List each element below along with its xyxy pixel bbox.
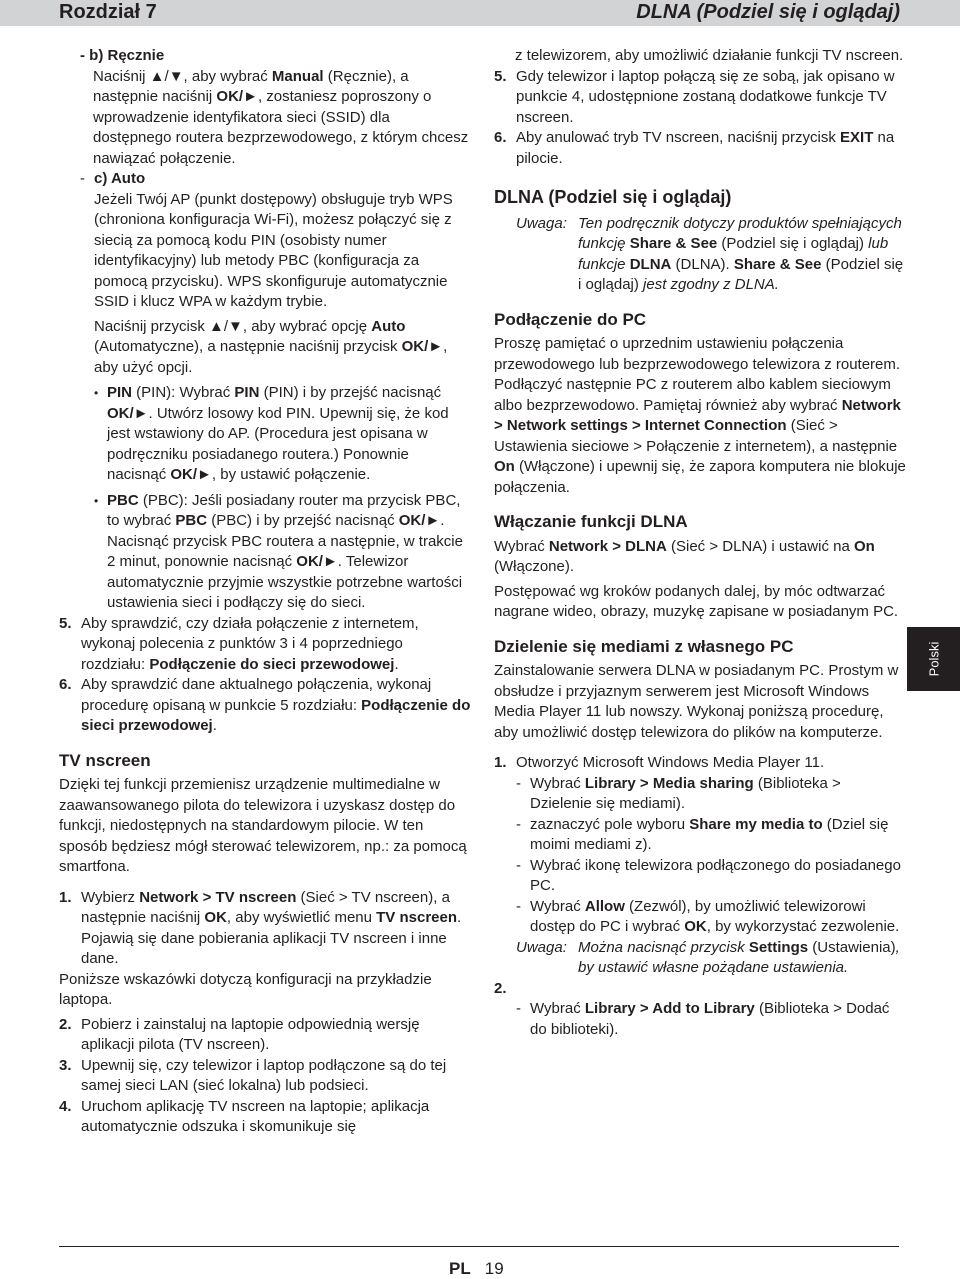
pc-connection-heading: Podłączenie do PC [494,309,647,329]
tv-step-6: 6. Aby anulować tryb TV nscreen, naciśnij przycisk EXIT na pilocie. [494,129,895,167]
step-5: 5. Aby sprawdzić, czy działa połączenie z internetem, wykonaj polecenia z punktów 3 i 4 poprzedniego rozdziału: Podłączenie do sieci przewodowej. [59,614,419,673]
media-sharing-text: Zainstalowanie serwera DLNA w posiadanym PC. Prostym w obsłudze i przyjaznym serwerem jest Microsoft Windows Media Player 11 lub nowszy. Wykonaj poniższą procedurę, aby umożliwić dostęp telewizora do plików na komputerze. [494,662,899,741]
step-c-heading: c) Auto [94,170,146,187]
section-title: DLNA (Podziel się i oglądaj) [636,1,900,23]
share-substep-4: - Wybrać Allow (Zezwól), by umożliwić telewizorowi dostęp do PC i wybrać OK, by wykorzystać zezwolenie. [516,897,900,935]
enable-dlna-text-2: Postępować wg kroków podanych dalej, by móc odtwarzać nagrane wideo, obrazy, muzykę zapisane w posiadanym PC. [494,582,899,620]
step-c-text: Jeżeli Twój AP (punkt dostępowy) obsługuje tryb WPS (chroniona konfiguracja Wi-Fi), możesz połączyć się z siecią za pomocą kodu PIN (osobisty numer identyfikacyjny) lub metody PBC (konfiguracja za pomocą przycisku). WPS skonfiguruje automatycznie SSID i klucz WPA w każdym trybie. [94,190,453,310]
share-step-1: 1. Otworzyć Microsoft Windows Media Player 11. [494,754,825,771]
tv-step-4: 4. Uruchom aplikację TV nscreen na laptopie; aplikacja automatycznie odszuka i skomunikuje się [59,1097,430,1135]
tv-step-1: 1. Wybierz Network > TV nscreen (Sieć > TV nscreen), a następnie naciśnij OK, aby wyświetlić menu TV nscreen. Pojawią się dane pobierania aplikacji TV nscreen i inne dane. [59,888,462,967]
tv-step-2: 2. Pobierz i zainstaluj na laptopie odpowiednią wersję aplikacji pilota (TV nscreen). [59,1015,420,1053]
step-6: 6. Aby sprawdzić dane aktualnego połączenia, wykonaj procedurę opisaną w punkcie 5 rozdziału: Podłączenie do sieci przewodowej. [59,676,471,734]
tips-text: Poniższe wskazówki dotyczą konfiguracji na przykładzie laptopa. [59,970,432,1008]
page-number: 19 [484,1259,504,1278]
pc-connection-text: Proszę pamiętać o uprzednim ustawieniu połączenia przewodowego lub bezprzewodowego telewizora z routerem. Podłączyć następnie PC z routerem albo kablem sieciowym albo bezprzewodowo. Pamiętaj również aby wybrać Network > Network settings > Internet Connection (Sieć > Ustawienia sieciowe > Połączenie z internetem), a następnie On (Włączone) i upewnij się, że zapora komputera nie blokuje połączenia. [494,335,906,496]
footer-language: PL [449,1259,471,1278]
dlna-note: Uwaga: Ten podręcznik dotyczy produktów spełniających funkcję Share & See (Podziel się i oglądaj) lub funkcje DLNA (DLNA). Share & See (Podziel się i oglądaj) jest zgodny z DLNA. [516,214,904,293]
continued-text: z telewizorem, aby umożliwić działanie funkcji TV nscreen. [515,47,904,64]
share-step-2: 2. [494,979,507,997]
tv-nscreen-heading: TV nscreen [59,750,151,770]
language-tab-label: Polski [926,641,941,677]
tv-step-3: 3. Upewnij się, czy telewizor i laptop podłączone są do tej samej sieci LAN (sieć lokalna) lub podsieci. [59,1056,447,1094]
tv-step-5: 5. Gdy telewizor i laptop połączą się ze sobą, jak opisano w punkcie 4, udostępnione zostaną dodatkowe funkcje TV nscreen. [494,67,895,126]
step-b-text: Naciśnij ▲/▼, aby wybrać Manual (Ręcznie), a następnie naciśnij OK/►, zostaniesz poproszony o wprowadzenie identyfikatora sieci (SSID) dla dostępnego routera bezprzewodowego, z którym chcesz nawiązać połączenie. [93,67,469,167]
tv-nscreen-text: Dzięki tej funkcji przemienisz urządzenie multimedialne w zaawansowanego pilota do telewizora i uzyskasz dostęp do funkcji, niedostępnych na standardowym pilocie. W ten sposób będziesz mógł sterować telewizorem, np.: za pomocą smartfona. [59,776,467,875]
step-b-heading: - b) Ręcznie [80,47,165,64]
right-column [494,46,906,1040]
step-c-text-2: Naciśnij przycisk ▲/▼, aby wybrać opcję Auto (Automatyczne), a następnie naciśnij przycisk OK/►, aby użyć opcji. [94,317,448,376]
step-c: - c) Auto [59,169,471,190]
chapter-title: Rozdział 7 [59,1,157,23]
enable-dlna-text: Wybrać Network > DLNA (Sieć > DLNA) i ustawić na On (Włączone). [494,537,875,575]
share-substep-2: - zaznaczyć pole wyboru Share my media to (Dziel się moimi mediami z). [516,815,889,853]
page-footer [449,1259,504,1279]
share-substep-3: - Wybrać ikonę telewizora podłączonego do posiadanego PC. [516,856,901,894]
page-header [0,0,960,26]
dlna-heading: DLNA (Podziel się i oglądaj) [494,187,732,207]
share-substep-1: - Wybrać Library > Media sharing (Biblioteka > Dzielenie się mediami). [516,774,841,812]
enable-dlna-heading: Włączanie funkcji DLNA [494,512,688,531]
pbc-bullet: • PBC (PBC): Jeśli posiadany router ma przycisk PBC, to wybrać PBC (PBC) i by przejść nacisnąć OK/►. Nacisnąć przycisk PBC routera a następnie, w trakcie 2 minut, ponownie nacisnąć OK/►. Telewizor automatycznie przyjmie wszystkie potrzebne wartości ustawienia sieci i podłączy się do sieci. [94,491,463,611]
pin-bullet: • PIN (PIN): Wybrać PIN (PIN) i by przejść nacisnąć OK/►. Utwórz losowy kod PIN. Upewnij się, że kod jest wstawiony do AP. (Procedura jest opisana w podręczniku posiadanego routera.) Ponownie nacisnąć OK/►, by ustawić połączenie. [94,384,449,483]
settings-note: Uwaga: Można nacisnąć przycisk Settings (Ustawienia), by ustawić własne pożądane ustawienia. [516,938,900,976]
footer-divider [59,1246,899,1247]
share-substep-5: - Wybrać Library > Add to Library (Biblioteka > Dodać do biblioteki). [516,1000,890,1038]
language-tab [907,627,960,691]
left-column [59,46,471,1138]
media-sharing-heading: Dzielenie się mediami z własnego PC [494,636,794,656]
